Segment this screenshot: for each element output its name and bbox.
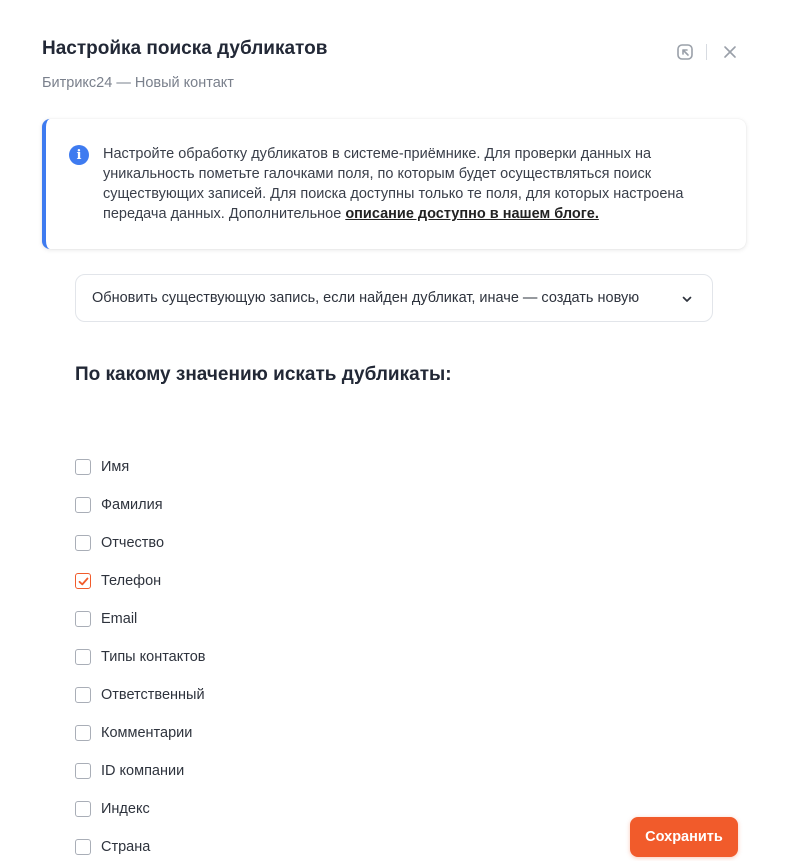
blog-description-link[interactable]: описание доступно в нашем блоге. [345, 206, 599, 222]
field-checkbox-label: Индекс [101, 801, 150, 817]
page-subtitle: Битрикс24 — Новый контакт [42, 75, 234, 91]
checkmark-icon [78, 576, 89, 587]
field-checkbox-row[interactable] [75, 714, 206, 752]
field-checkbox-row[interactable] [75, 790, 206, 828]
field-checkbox[interactable] [75, 687, 91, 703]
field-checkbox[interactable] [75, 459, 91, 475]
field-checkbox-label: ID компании [101, 763, 185, 779]
field-checkbox-label: Email [101, 611, 138, 627]
header-divider [706, 44, 707, 60]
info-icon: i [69, 145, 89, 165]
field-checkbox-row[interactable] [75, 448, 206, 486]
fields-heading: По какому значению искать дубликаты: [75, 364, 452, 385]
collapse-icon[interactable] [674, 40, 696, 64]
field-checkbox[interactable] [75, 497, 91, 513]
field-checkbox[interactable] [75, 611, 91, 627]
field-checkbox[interactable] [75, 801, 91, 817]
duplicate-action-value: Обновить существующую запись, если найден дубликат, иначе — создать новую [92, 290, 640, 306]
save-button[interactable]: Сохранить [630, 817, 738, 857]
field-checkbox[interactable] [75, 839, 91, 855]
chevron-down-icon [680, 292, 694, 306]
field-checkbox-row[interactable] [75, 486, 206, 524]
field-checkbox[interactable] [75, 649, 91, 665]
field-checkbox-label: Ответственный [101, 687, 205, 703]
field-checkbox-label: Типы контактов [101, 649, 206, 665]
page-title: Настройка поиска дубликатов [42, 38, 328, 59]
field-checkbox[interactable] [75, 535, 91, 551]
close-icon[interactable] [719, 40, 741, 64]
field-checkbox[interactable] [75, 573, 91, 589]
info-text [103, 144, 735, 224]
field-checkbox-label: Имя [101, 459, 130, 475]
field-checkbox-label: Фамилия [101, 497, 163, 513]
field-checkbox[interactable] [75, 763, 91, 779]
field-checkbox-row[interactable] [75, 676, 206, 714]
field-checkbox-row[interactable] [75, 600, 206, 638]
field-checkbox-label: Отчество [101, 535, 165, 551]
field-checkbox[interactable] [75, 725, 91, 741]
duplicate-action-select[interactable] [75, 274, 713, 322]
header-actions [674, 40, 741, 64]
field-checkbox-label: Страна [101, 839, 151, 855]
duplicate-fields-list [75, 448, 206, 861]
field-checkbox-label: Телефон [101, 573, 162, 589]
field-checkbox-label: Комментарии [101, 725, 193, 741]
field-checkbox-row[interactable] [75, 828, 206, 861]
field-checkbox-row[interactable] [75, 752, 206, 790]
field-checkbox-row[interactable] [75, 562, 206, 600]
field-checkbox-row[interactable] [75, 524, 206, 562]
field-checkbox-row[interactable] [75, 638, 206, 676]
info-notice [42, 119, 746, 249]
info-body: Настройте обработку дубликатов в системе-приёмнике. Для проверки данных на уникальность пометьте галочками поля, по которым будет осуществляться поиск существующих записей. Для поиска доступны только те поля, для которых настроена передача данных. Дополнительное [103, 146, 684, 222]
